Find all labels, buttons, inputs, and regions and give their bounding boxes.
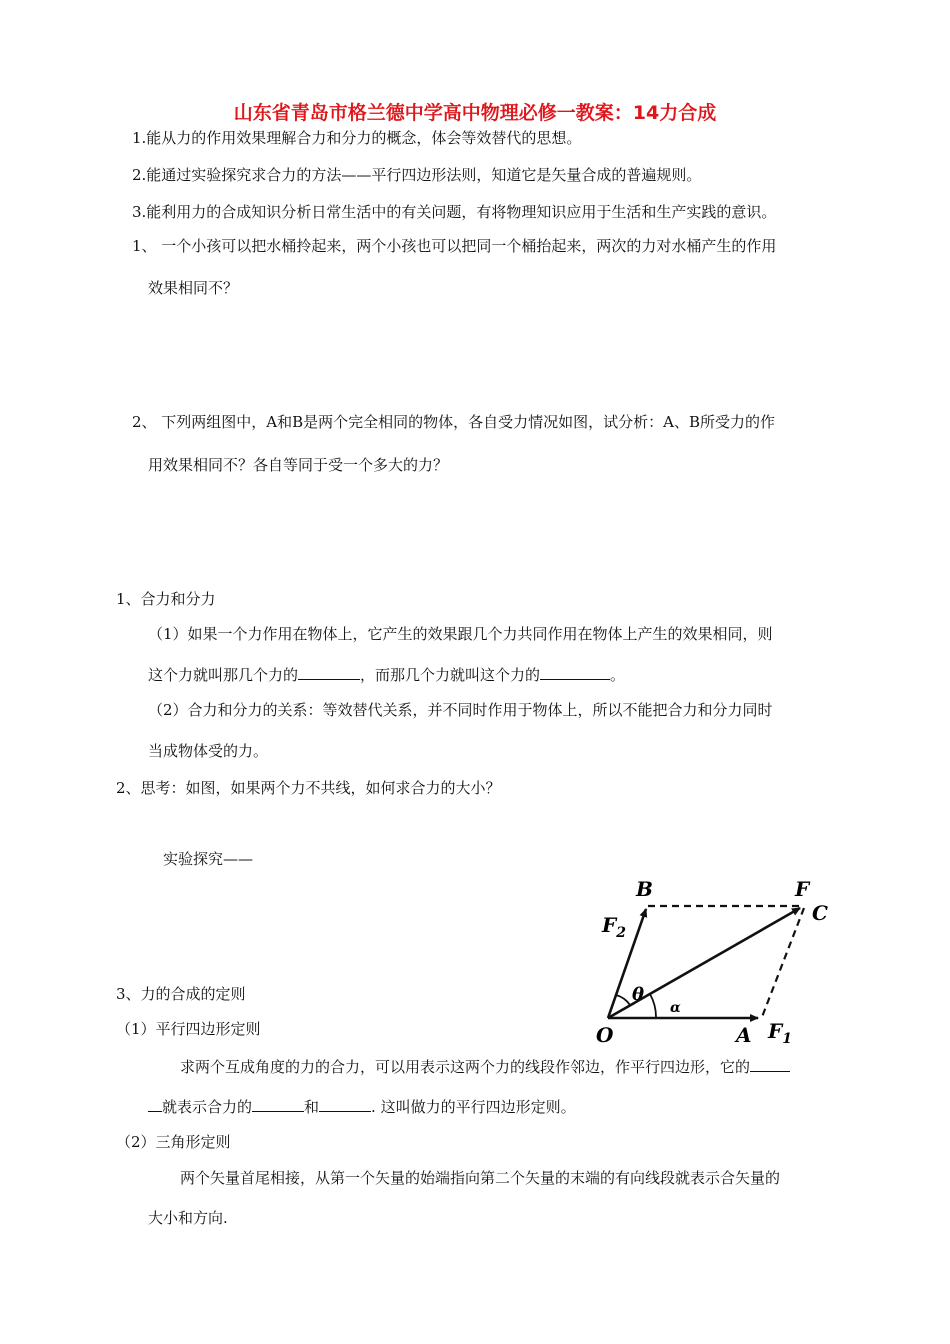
label-b: B — [636, 877, 653, 901]
objective-3: 3.能利用力的合成知识分析日常生活中的有关问题，有将物理知识应用于生活和生产实践的意识。 — [132, 203, 777, 221]
rule-1-line-2 — [148, 1097, 576, 1117]
angle-theta-arc — [616, 995, 630, 1005]
section-1-p1-line-1: （1）如果一个力作用在物体上，它产生的效果跟几个力共同作用在物体上产生的效果相同，则 — [148, 625, 773, 643]
experiment-label: 实验探究—— — [163, 850, 254, 868]
fill-blank[interactable] — [148, 1097, 162, 1112]
rule-1-text-b: 和 — [304, 1098, 320, 1116]
label-a: A — [736, 1023, 752, 1047]
label-f1 — [767, 1019, 792, 1047]
p1-text-c: 。 — [610, 666, 626, 684]
rule-1-text: 求两个互成角度的力的合力，可以用表示这两个力的线段作邻边，作平行四边形，它的 — [180, 1058, 751, 1076]
label-f2-sub: 2 — [616, 925, 626, 941]
section-2-heading: 2、思考：如图，如果两个力不共线，如何求合力的大小？ — [116, 779, 501, 797]
section-1-p1-line-2 — [148, 665, 625, 685]
fill-blank[interactable] — [319, 1097, 371, 1112]
section-1-p2-line-2: 当成物体受的力。 — [148, 742, 269, 760]
fill-blank[interactable] — [540, 665, 610, 680]
label-f2 — [601, 913, 626, 941]
section-1-p2-line-1: （2）合力和分力的关系：等效替代关系，并不同时作用于物体上，所以不能把合力和分力同时 — [148, 701, 773, 719]
rule-1-title: （1）平行四边形定则 — [116, 1020, 261, 1038]
objective-1: 1.能从力的作用效果理解合力和分力的概念，体会等效替代的思想。 — [132, 129, 582, 147]
angle-alpha-arc — [650, 994, 656, 1018]
label-f1-main: F — [768, 1019, 783, 1043]
rule-1-line-1 — [180, 1057, 790, 1077]
question-2-line-1: 2、 下列两组图中，A和B是两个完全相同的物体，各自受力情况如图，试分析：A、B所受力的作 — [132, 413, 776, 431]
rule-2-title: （2）三角形定则 — [116, 1133, 231, 1151]
label-alpha: α — [670, 1000, 681, 1016]
label-f: F — [795, 877, 810, 901]
rule-1-text-a: 就表示合力的 — [162, 1098, 253, 1116]
fill-blank[interactable] — [298, 665, 360, 680]
p1-text-b: ，而那几个力就叫这个力的 — [360, 666, 541, 684]
label-theta: θ — [632, 984, 645, 1005]
rule-2-line-1: 两个矢量首尾相接，从第一个矢量的始端指向第二个矢量的末端的有向线段就表示合矢量的 — [180, 1169, 781, 1187]
label-f2-main: F — [602, 913, 617, 937]
question-2-line-2: 用效果相同不？各自等同于受一个多大的力？ — [148, 456, 449, 474]
question-1-line-2: 效果相同不？ — [148, 279, 239, 297]
page-title: 山东省青岛市格兰德中学高中物理必修一教案：14力合成 — [233, 102, 717, 124]
section-1-heading: 1、合力和分力 — [116, 590, 216, 608]
fill-blank[interactable] — [750, 1057, 790, 1072]
rule-1-text-c: . 这叫做力的平行四边形定则。 — [371, 1098, 576, 1116]
p1-text-a: 这个力就叫那几个力的 — [148, 666, 299, 684]
label-c: C — [812, 901, 828, 925]
rule-2-line-2: 大小和方向. — [148, 1209, 228, 1227]
dashed-side-ac — [762, 908, 804, 1017]
section-3-heading: 3、力的合成的定则 — [116, 985, 246, 1003]
parallelogram-diagram — [592, 872, 832, 1052]
label-f1-sub: 1 — [782, 1031, 792, 1047]
label-o: O — [596, 1023, 614, 1047]
fill-blank[interactable] — [252, 1097, 304, 1112]
objective-2: 2.能通过实验探究求合力的方法——平行四边形法则，知道它是矢量合成的普遍规则。 — [132, 166, 702, 184]
question-1-line-1: 1、 一个小孩可以把水桶拎起来，两个小孩也可以把同一个桶抬起来，两次的力对水桶产生的作用 — [132, 237, 777, 255]
